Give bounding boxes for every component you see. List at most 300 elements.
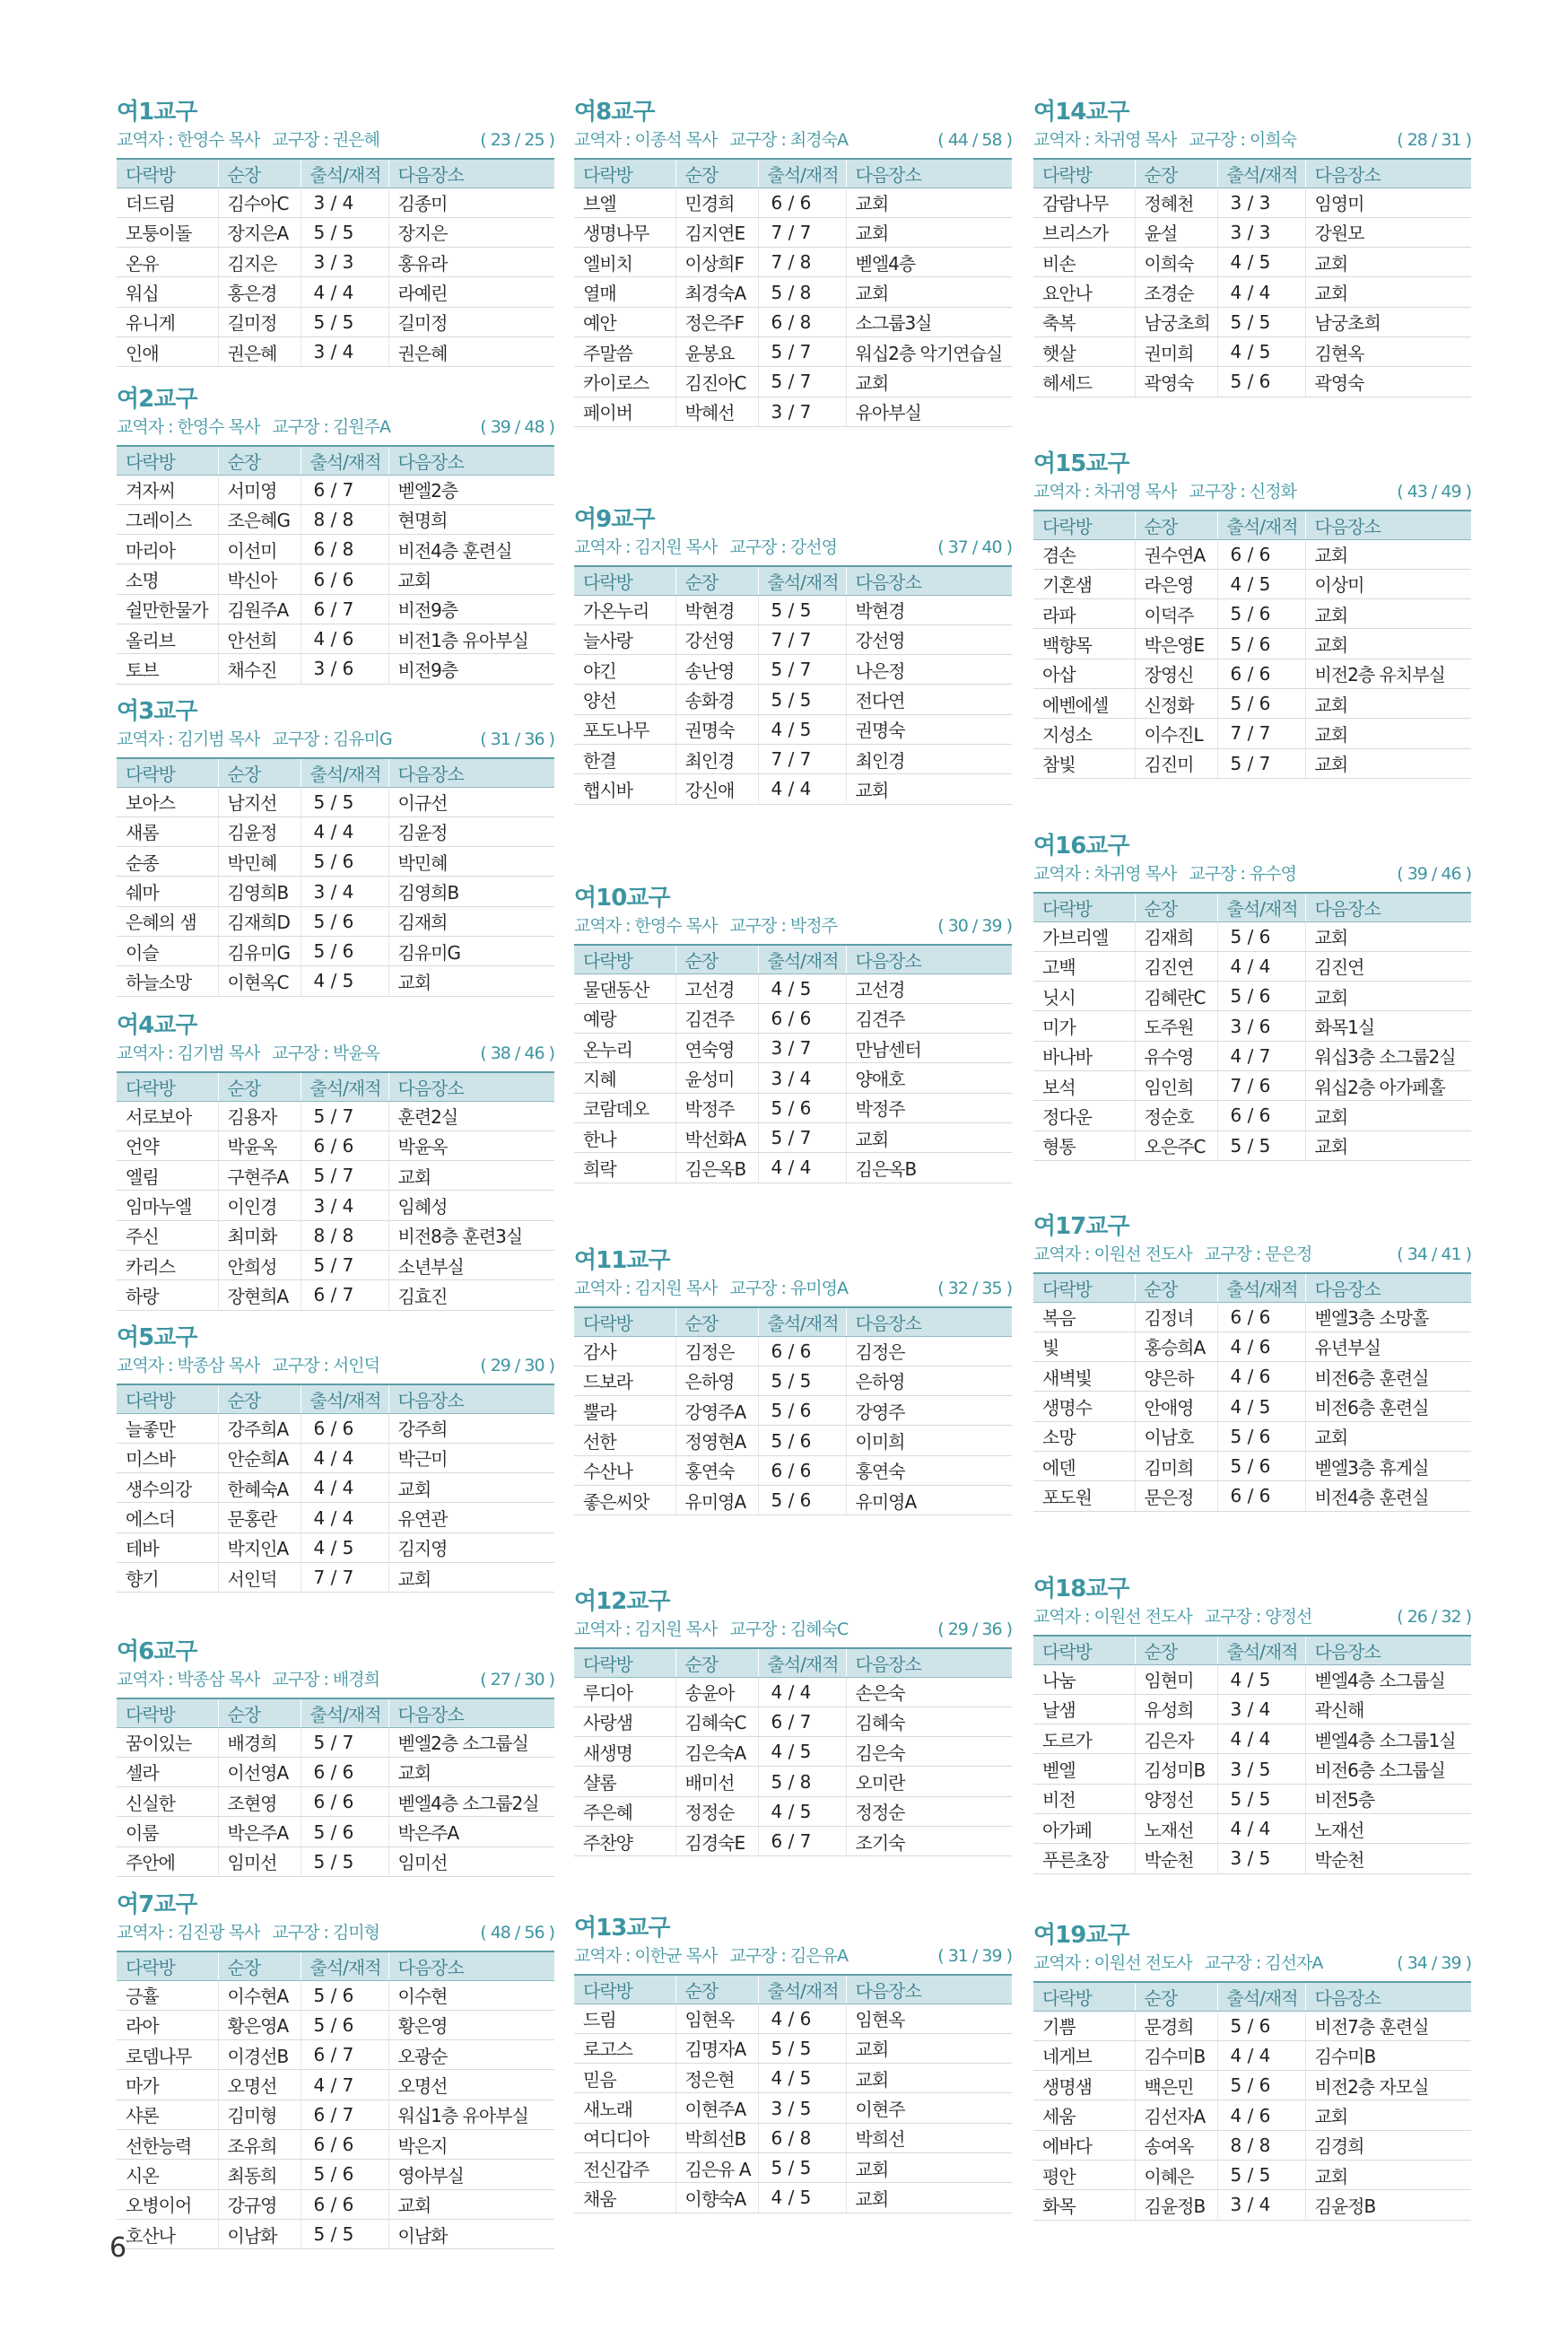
attendance-value: 5 / 6: [301, 936, 388, 965]
attendance-value: 5 / 6: [301, 2010, 388, 2039]
next-place: 박윤옥: [388, 1131, 554, 1160]
leader-name: 김재희D: [218, 906, 301, 936]
table-row: [1033, 277, 1471, 307]
header-room: 다락방: [1033, 511, 1135, 539]
leader-name: 김지연E: [675, 217, 758, 247]
table-row: [1033, 2011, 1471, 2040]
header-room: 다락방: [574, 1307, 675, 1336]
district-block: [1033, 97, 1471, 397]
attendance-value: 6 / 7: [301, 475, 388, 504]
room-name: 올리브: [117, 624, 218, 653]
room-name: 고백: [1033, 951, 1135, 981]
header-next-place: 다음장소: [388, 1951, 554, 1980]
next-place: 김종미: [388, 188, 554, 217]
room-name: 선한능력: [117, 2129, 218, 2159]
leader-name: 문경희: [1135, 2011, 1217, 2040]
leader-name: 박순천: [1135, 1844, 1217, 1873]
attendance-ratio: ( 27 / 30 ): [480, 1670, 554, 1689]
table-row: [1033, 951, 1471, 981]
attendance-value: 5 / 6: [758, 1093, 846, 1122]
next-place: 현명희: [388, 504, 554, 534]
leader-name: 이수진L: [1135, 719, 1217, 748]
attendance-value: 6 / 6: [1217, 1481, 1305, 1511]
next-place: 곽영숙: [1305, 367, 1471, 397]
room-name: 도르가: [1033, 1724, 1135, 1754]
chief-label: 교구장 : 문은정: [1204, 1244, 1312, 1264]
next-place: 김윤정: [388, 816, 554, 846]
table-row: [1033, 1070, 1471, 1100]
table-row: [574, 624, 1012, 654]
next-place: 이현주: [846, 2093, 1012, 2123]
header-leader: 순장: [1135, 159, 1217, 188]
next-place: 교회: [1305, 982, 1471, 1011]
leader-name: 이상희F: [675, 248, 758, 277]
header-next-place: 다음장소: [388, 758, 554, 787]
district-info: [1033, 1604, 1471, 1629]
attendance-value: 4 / 6: [1217, 1331, 1305, 1361]
district-block: [117, 1637, 554, 1877]
district-title: 여18교구: [1033, 1576, 1129, 1602]
leader-name: 조현영: [218, 1787, 301, 1817]
table-body: [1033, 921, 1471, 1160]
next-place: 비전9층: [388, 594, 554, 624]
district-leaders: [1033, 127, 1296, 153]
district-info: [574, 1617, 1012, 1642]
attendance-value: 6 / 7: [758, 1707, 846, 1736]
chief-label: 교구장 : 박윤옥: [272, 1043, 379, 1063]
attendance-value: 5 / 5: [1217, 307, 1305, 336]
table-row: [117, 2100, 554, 2129]
next-place: 김진연: [1305, 951, 1471, 981]
room-name: 테바: [117, 1532, 218, 1562]
table-header: [1033, 159, 1471, 188]
leader-name: 임인희: [1135, 1070, 1217, 1100]
room-name: 에바다: [1033, 2130, 1135, 2160]
next-place: 워십2층 악기연습실: [846, 336, 1012, 366]
attendance-value: 5 / 7: [301, 1161, 388, 1191]
attendance-table: [117, 1071, 554, 1311]
pastor-label: 교역자 : 한영수 목사: [117, 130, 260, 150]
table-row: [574, 1796, 1012, 1826]
header-room: 다락방: [117, 758, 218, 787]
next-place: 교회: [846, 367, 1012, 397]
room-name: 엘비치: [574, 248, 675, 277]
chief-label: 교구장 : 김선자A: [1204, 1953, 1323, 1973]
table-row: [117, 1413, 554, 1443]
header-next-place: 다음장소: [388, 1698, 554, 1727]
district-title: 여13교구: [574, 1915, 670, 1942]
leader-name: 김정녀: [1135, 1302, 1217, 1331]
pastor-label: 교역자 : 이원선 전도사: [1033, 1953, 1192, 1973]
leader-name: 강선영: [675, 624, 758, 654]
next-place: 비전6층 소그룹실: [1305, 1754, 1471, 1784]
leader-name: 김명자A: [675, 2033, 758, 2063]
header-next-place: 다음장소: [1305, 1273, 1471, 1302]
chief-label: 교구장 : 서인덕: [272, 1356, 379, 1375]
chief-label: 교구장 : 배경희: [272, 1670, 379, 1689]
header-room: 다락방: [1033, 893, 1135, 921]
table-row: [574, 1485, 1012, 1515]
next-place: 홍유라: [388, 248, 554, 277]
leader-name: 한혜숙A: [218, 1473, 301, 1503]
leader-name: 오은주C: [1135, 1131, 1217, 1160]
attendance-value: 5 / 6: [758, 1396, 846, 1426]
leader-name: 김혜란C: [1135, 982, 1217, 1011]
chief-label: 교구장 : 권은혜: [272, 130, 379, 150]
room-name: 생수의강: [117, 1473, 218, 1503]
attendance-ratio: ( 29 / 36 ): [937, 1619, 1012, 1639]
district-info: [117, 1667, 554, 1692]
attendance-value: 4 / 7: [1217, 1041, 1305, 1070]
next-place: 박정주: [846, 1093, 1012, 1122]
attendance-value: 4 / 4: [1217, 1813, 1305, 1843]
room-name: 순종: [117, 847, 218, 877]
table-row: [1033, 367, 1471, 397]
leader-name: 김은자: [1135, 1724, 1217, 1754]
next-place: 교회: [846, 2152, 1012, 2182]
attendance-value: 3 / 4: [301, 877, 388, 906]
pastor-label: 교역자 : 김지원 목사: [574, 537, 718, 557]
district-block: [574, 1245, 1012, 1515]
next-place: 비전6층 훈련실: [1305, 1392, 1471, 1421]
next-place: 유아부실: [846, 397, 1012, 426]
room-name: 사랑샘: [574, 1707, 675, 1736]
room-name: 선한: [574, 1426, 675, 1455]
district-title: 여15교구: [1033, 450, 1129, 477]
room-name: 보석: [1033, 1070, 1135, 1100]
attendance-value: 4 / 4: [1217, 2040, 1305, 2070]
table-body: [1033, 1302, 1471, 1511]
leader-name: 김수미B: [1135, 2040, 1217, 2070]
leader-name: 배미선: [675, 1767, 758, 1796]
next-place: 김유미G: [388, 936, 554, 965]
room-name: 유니게: [117, 307, 218, 336]
room-name: 비전: [1033, 1784, 1135, 1813]
next-place: 교회: [1305, 599, 1471, 629]
leader-name: 이수현A: [218, 1980, 301, 2010]
table-row: [1033, 982, 1471, 1011]
room-name: 호산나: [117, 2219, 218, 2248]
table-body: [117, 787, 554, 996]
leader-name: 송윤아: [675, 1677, 758, 1707]
room-name: 주안에: [117, 1846, 218, 1876]
table-header: [1033, 511, 1471, 539]
next-place: 정정순: [846, 1796, 1012, 1826]
room-name: 전신갑주: [574, 2152, 675, 2182]
attendance-value: 4 / 5: [1217, 569, 1305, 598]
leader-name: 안희성: [218, 1250, 301, 1279]
chief-label: 교구장 : 강선영: [729, 537, 837, 557]
room-name: 비손: [1033, 248, 1135, 277]
district-block: [117, 1010, 554, 1311]
attendance-value: 8 / 8: [301, 1220, 388, 1250]
room-name: 햇살: [1033, 336, 1135, 366]
leader-name: 송여옥: [1135, 2130, 1217, 2160]
next-place: 교회: [388, 966, 554, 996]
leader-name: 윤성미: [675, 1063, 758, 1093]
room-name: 겨자씨: [117, 475, 218, 504]
leader-name: 홍연숙: [675, 1455, 758, 1485]
pastor-label: 교역자 : 차귀영 목사: [1033, 864, 1177, 884]
table-header: [117, 1384, 554, 1413]
attendance-value: 6 / 8: [758, 307, 846, 336]
next-place: 오미란: [846, 1767, 1012, 1796]
chief-label: 교구장 : 양정선: [1204, 1607, 1312, 1627]
header-attendance: 출석/재적: [758, 566, 846, 595]
table-row: [117, 504, 554, 534]
header-attendance: 출석/재적: [301, 1698, 388, 1727]
leader-name: 김영희B: [218, 877, 301, 906]
header-row: [117, 1072, 554, 1101]
table-header: [117, 758, 554, 787]
next-place: 권은혜: [388, 336, 554, 366]
leader-name: 김수아C: [218, 188, 301, 217]
district-leaders: [117, 1041, 379, 1066]
table-header: [574, 1307, 1012, 1336]
next-place: 만남센터: [846, 1034, 1012, 1063]
next-place: 김현옥: [1305, 336, 1471, 366]
next-place: 김은옥B: [846, 1153, 1012, 1183]
header-room: 다락방: [117, 1384, 218, 1413]
pastor-label: 교역자 : 김기범 목사: [117, 1043, 260, 1063]
table-row: [117, 1980, 554, 2010]
next-place: 교회: [1305, 539, 1471, 569]
leader-name: 정은주F: [675, 307, 758, 336]
next-place: 김지영: [388, 1532, 554, 1562]
table-body: [1033, 2011, 1471, 2220]
leader-name: 윤봉요: [675, 336, 758, 366]
attendance-value: 5 / 6: [1217, 2011, 1305, 2040]
attendance-ratio: ( 34 / 41 ): [1397, 1244, 1471, 1264]
table-row: [1033, 1331, 1471, 1361]
leader-name: 오명선: [218, 2070, 301, 2100]
attendance-table: [117, 1384, 554, 1593]
attendance-value: 5 / 5: [1217, 2160, 1305, 2189]
leader-name: 윤설: [1135, 217, 1217, 247]
attendance-value: 4 / 6: [1217, 2100, 1305, 2130]
attendance-value: 5 / 6: [1217, 1421, 1305, 1451]
attendance-table: [574, 1974, 1012, 2213]
room-name: 향기: [117, 1562, 218, 1592]
room-name: 에벤에셀: [1033, 688, 1135, 718]
room-name: 닛시: [1033, 982, 1135, 1011]
leader-name: 장영신: [1135, 659, 1217, 688]
table-row: [574, 1336, 1012, 1366]
table-row: [117, 1562, 554, 1592]
attendance-table: [574, 565, 1012, 805]
room-name: 이슬: [117, 936, 218, 965]
room-name: 주말씀: [574, 336, 675, 366]
next-place: 노재선: [1305, 1813, 1471, 1843]
room-name: 엘림: [117, 1161, 218, 1191]
leader-name: 박지인A: [218, 1532, 301, 1562]
table-row: [1033, 539, 1471, 569]
district-block: [117, 1323, 554, 1593]
next-place: 박순천: [1305, 1844, 1471, 1873]
header-next-place: 다음장소: [388, 1384, 554, 1413]
header-attendance: 출석/재적: [758, 1975, 846, 2004]
attendance-value: 4 / 5: [1217, 248, 1305, 277]
room-name: 예안: [574, 307, 675, 336]
attendance-value: 8 / 8: [301, 504, 388, 534]
attendance-value: 3 / 4: [758, 1063, 846, 1093]
next-place: 벧엘3층 휴게실: [1305, 1451, 1471, 1480]
room-name: 더드림: [117, 188, 218, 217]
attendance-ratio: ( 32 / 35 ): [937, 1279, 1012, 1298]
table-row: [574, 2183, 1012, 2213]
header-row: [574, 1307, 1012, 1336]
district-info: [574, 535, 1012, 560]
attendance-value: 7 / 7: [758, 744, 846, 773]
table-row: [574, 1153, 1012, 1183]
leader-name: 이현주A: [675, 2093, 758, 2123]
header-attendance: 출석/재적: [301, 1384, 388, 1413]
room-name: 보아스: [117, 787, 218, 816]
district-info: [1033, 1242, 1471, 1267]
attendance-value: 5 / 8: [758, 1767, 846, 1796]
room-name: 오병이어: [117, 2189, 218, 2219]
room-name: 워십: [117, 277, 218, 307]
attendance-ratio: ( 31 / 39 ): [937, 1946, 1012, 1966]
attendance-value: 4 / 4: [301, 1503, 388, 1532]
district-block: [574, 504, 1012, 805]
leader-name: 홍은경: [218, 277, 301, 307]
attendance-value: 4 / 4: [1217, 1724, 1305, 1754]
attendance-table: [574, 158, 1012, 427]
table-row: [574, 277, 1012, 307]
attendance-value: 3 / 5: [1217, 1754, 1305, 1784]
leader-name: 길미정: [218, 307, 301, 336]
table-body: [117, 1727, 554, 1876]
table-row: [117, 966, 554, 996]
table-row: [117, 1473, 554, 1503]
leader-name: 이남화: [218, 2219, 301, 2248]
table-row: [117, 217, 554, 247]
attendance-value: 4 / 4: [758, 1153, 846, 1183]
leader-name: 장현희A: [218, 1280, 301, 1310]
next-place: 벧엘2층: [388, 475, 554, 504]
room-name: 네게브: [1033, 2040, 1135, 2070]
room-name: 한나: [574, 1122, 675, 1152]
table-row: [1033, 1664, 1471, 1694]
table-row: [574, 1455, 1012, 1485]
header-next-place: 다음장소: [1305, 1636, 1471, 1664]
table-row: [1033, 1011, 1471, 1041]
next-place: 손은숙: [846, 1677, 1012, 1707]
next-place: 교회: [1305, 921, 1471, 951]
leader-name: 김원주A: [218, 594, 301, 624]
table-row: [574, 1063, 1012, 1093]
table-row: [1033, 1101, 1471, 1131]
district-title: 여2교구: [117, 386, 197, 413]
district-leaders: [1033, 1604, 1311, 1629]
leader-name: 강영주A: [675, 1396, 758, 1426]
next-place: 김영희B: [388, 877, 554, 906]
table-row: [1033, 921, 1471, 951]
leader-name: 남지선: [218, 787, 301, 816]
room-name: 하늘소망: [117, 966, 218, 996]
table-body: [117, 188, 554, 367]
attendance-value: 5 / 6: [1217, 982, 1305, 1011]
attendance-value: 4 / 5: [758, 714, 846, 744]
district-title: 여17교구: [1033, 1213, 1129, 1240]
header-attendance: 출석/재적: [301, 159, 388, 188]
attendance-value: 5 / 8: [758, 277, 846, 307]
attendance-ratio: ( 37 / 40 ): [937, 537, 1012, 557]
header-row: [1033, 1273, 1471, 1302]
room-name: 새노래: [574, 2093, 675, 2123]
attendance-table: [574, 1306, 1012, 1515]
room-name: 바나바: [1033, 1041, 1135, 1070]
leader-name: 이덕주: [1135, 599, 1217, 629]
attendance-table: [1033, 510, 1471, 779]
room-name: 좋은씨앗: [574, 1485, 675, 1515]
table-row: [117, 1280, 554, 1310]
leader-name: 김진아C: [675, 367, 758, 397]
table-row: [1033, 599, 1471, 629]
table-row: [1033, 1392, 1471, 1421]
district-title: 여16교구: [1033, 833, 1129, 860]
leader-name: 김진미: [1135, 748, 1217, 778]
district-title: 여11교구: [574, 1247, 670, 1274]
leader-name: 박민혜: [218, 847, 301, 877]
attendance-value: 6 / 7: [301, 2100, 388, 2129]
next-place: 강주희: [388, 1413, 554, 1443]
room-name: 긍휼: [117, 1980, 218, 2010]
table-row: [574, 1003, 1012, 1033]
table-row: [574, 248, 1012, 277]
attendance-value: 4 / 4: [301, 1473, 388, 1503]
pastor-label: 교역자 : 이원선 전도사: [1033, 1244, 1192, 1264]
leader-name: 정혜천: [1135, 188, 1217, 217]
district-block: [574, 1586, 1012, 1856]
pastor-label: 교역자 : 한영수 목사: [574, 916, 718, 936]
attendance-value: 3 / 4: [1217, 1694, 1305, 1724]
attendance-value: 3 / 5: [1217, 1844, 1305, 1873]
attendance-value: 6 / 6: [758, 1003, 846, 1033]
room-name: 생명샘: [1033, 2071, 1135, 2100]
next-place: 이남화: [388, 2219, 554, 2248]
district-leaders: [1033, 861, 1296, 886]
district-title: 여9교구: [574, 506, 655, 533]
room-name: 샬롬: [574, 1767, 675, 1796]
table-row: [574, 2123, 1012, 2152]
next-place: 이규선: [388, 787, 554, 816]
room-name: 시온: [117, 2160, 218, 2189]
table-row: [574, 1707, 1012, 1736]
attendance-value: 6 / 7: [301, 1280, 388, 1310]
table-row: [1033, 1362, 1471, 1392]
table-body: [574, 595, 1012, 804]
leader-name: 이남호: [1135, 1421, 1217, 1451]
room-name: 서로보아: [117, 1101, 218, 1131]
table-row: [1033, 1451, 1471, 1480]
leader-name: 박신아: [218, 564, 301, 594]
attendance-value: 4 / 5: [1217, 336, 1305, 366]
room-name: 페이버: [574, 397, 675, 426]
attendance-value: 4 / 5: [301, 1532, 388, 1562]
leader-name: 송화경: [675, 685, 758, 714]
header-room: 다락방: [117, 159, 218, 188]
room-name: 코람데오: [574, 1093, 675, 1122]
attendance-table: [117, 1698, 554, 1877]
table-row: [117, 1191, 554, 1220]
district-title: 여3교구: [117, 698, 197, 725]
table-row: [574, 1366, 1012, 1395]
next-place: 교회: [1305, 1131, 1471, 1160]
room-name: 햅시바: [574, 774, 675, 804]
leader-name: 정은현: [675, 2064, 758, 2093]
